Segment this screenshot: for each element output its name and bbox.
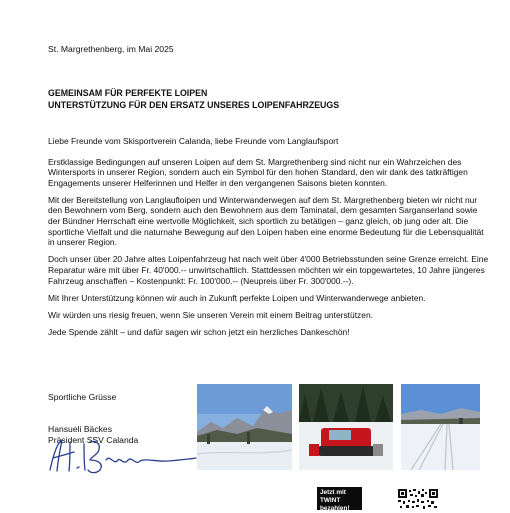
paragraph-3: Doch unser über 20 Jahre altes Loipenfahrzeug hat nach weit über 4'000 Betriebsstunden seine Grenze erreicht. Eine Reparatur wäre mit über Fr. 40'000.-- unwirtschaftlich. Stattdessen möchten wir ein topgewartetes, 10 Jahre jüngeres Fahrzeug anschaffen – Kostenpunkt: Fr. 100'000.-- (Neupreis über Fr. 300'000.--).	[48, 254, 489, 286]
paragraph-4: Mit Ihrer Unterstützung können wir auch in Zukunft perfekte Loipen und Winterwanderwege anbieten.	[48, 292, 426, 303]
paragraph-1: Erstklassige Bedingungen auf unseren Loipen auf dem St. Margrethenberg sind nicht nur ein Wahrzeichen des Wintersports in unserer Region, sondern auch ein Symbol für den hohen Standard, den wir dank des tatkräftigen Engagements unserer Helferinnen und Helfer in den vergangenen Saisons bieten konnten.	[48, 156, 468, 188]
signer-name: Hansueli Bäckes	[48, 424, 113, 434]
photo-snow-groomer	[299, 384, 393, 470]
handwritten-signature	[44, 430, 204, 475]
heading-line-1: GEMEINSAM FÜR PERFEKTE LOIPEN	[48, 88, 208, 98]
greeting: Liebe Freunde vom Skisportverein Calanda, liebe Freunde vom Langlaufsport	[48, 136, 339, 146]
letter-body	[48, 136, 489, 344]
closing: Sportliche Grüsse	[48, 392, 117, 402]
heading-line-2: UNTERSTÜTZUNG FÜR DEN ERSATZ UNSERES LOIPENFAHRZEUGS	[48, 99, 340, 110]
qr-code-icon[interactable]	[398, 489, 438, 510]
photo-ski-tracks	[401, 384, 480, 470]
date-line: St. Margrethenberg, im Mai 2025	[48, 44, 174, 54]
twint-line-2: bezahlen!	[320, 505, 350, 512]
signer-title: Präsident SSV Calanda	[48, 435, 139, 445]
letter-heading	[48, 88, 488, 111]
twint-line-1: Jetzt mit TWINT	[320, 489, 346, 504]
photo-snowy-landscape	[197, 384, 292, 470]
twint-banner	[317, 487, 362, 510]
paragraph-6: Jede Spende zählt – und dafür sagen wir schon jetzt ein herzliches Dankeschön!	[48, 326, 350, 337]
paragraph-2: Mit der Bereitstellung von Langlaufloipen und Winterwanderwegen auf dem St. Margrethenberg bieten wir nicht nur den Bewohnern vom Berg, sondern auch den Bewohnern aus dem Taminatal, dem gesamten Sarganserland sowie der Bündner Herrschaft eine wertvolle Möglichkeit, sich sportlich zu betätigen – ganz gleich, ob jung oder alt. Die sportliche Vielfalt und die naturnahe Bewegung auf den Loipen haben eine enorme Bedeutung für die Lebensqualität in unserer Region.	[48, 194, 484, 248]
paragraph-5: Wir würden uns riesig freuen, wenn Sie unseren Verein mit einem Beitrag unterstützen.	[48, 309, 374, 320]
